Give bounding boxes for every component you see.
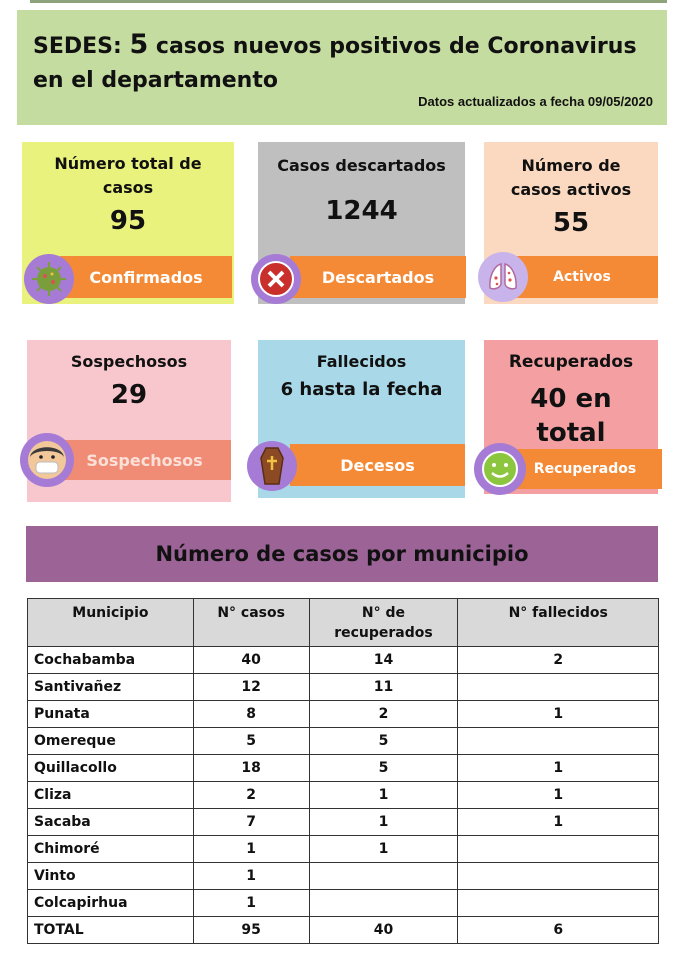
virus-icon (24, 254, 74, 304)
card-descartados-label: Casos descartados (277, 156, 446, 175)
card-sospechosos-label: Sospechosos (70, 352, 188, 371)
bar-activos: Activos (506, 256, 658, 298)
card-recuperados-value2: total (536, 418, 606, 448)
cell-fallecidos: 6 (458, 917, 659, 944)
x-icon (251, 254, 301, 304)
cell-municipio: Punata (28, 701, 194, 728)
page-title (33, 28, 651, 98)
table-header-row (28, 599, 659, 647)
table-row (28, 728, 659, 755)
bar-decesos: Decesos (290, 444, 465, 486)
cell-recuperados: 5 (309, 728, 458, 755)
cell-municipio: Vinto (28, 863, 194, 890)
cell-fallecidos: 1 (458, 809, 659, 836)
cell-fallecidos (458, 674, 659, 701)
cell-recuperados (309, 863, 458, 890)
col-recuperados: N° de recuperados (309, 599, 458, 647)
cell-municipio: Colcapirhua (28, 890, 194, 917)
card-total-label2: casos (102, 178, 154, 197)
cell-recuperados (309, 890, 458, 917)
table-row (28, 809, 659, 836)
cell-recuperados: 5 (309, 755, 458, 782)
coffin-icon (247, 441, 297, 491)
cell-casos: 2 (193, 782, 309, 809)
table-row (28, 701, 659, 728)
update-date: Datos actualizados a fecha 09/05/2020 (418, 94, 653, 109)
cell-municipio: Quillacollo (28, 755, 194, 782)
cell-fallecidos: 1 (458, 755, 659, 782)
card-activos-label2: casos activos (510, 180, 632, 199)
table-row (28, 674, 659, 701)
card-activos-label1: Número de (521, 156, 621, 175)
cell-casos: 1 (193, 863, 309, 890)
smiley-icon (474, 443, 526, 495)
cell-casos: 18 (193, 755, 309, 782)
title-prefix: SEDES: (33, 34, 130, 59)
title-line1: casos nuevos positivos de Coronavirus (148, 34, 637, 59)
masked-person-icon (20, 433, 74, 487)
table-row (28, 647, 659, 674)
cell-municipio: Santivañez (28, 674, 194, 701)
bar-recuperados: Recuperados (508, 449, 662, 489)
cell-recuperados: 2 (309, 701, 458, 728)
cell-fallecidos (458, 728, 659, 755)
section-title: Número de casos por municipio (26, 526, 658, 582)
card-fallecidos-label: Fallecidos (316, 352, 407, 371)
cell-municipio: Cochabamba (28, 647, 194, 674)
table-row (28, 917, 659, 944)
cell-fallecidos (458, 836, 659, 863)
cell-casos: 95 (193, 917, 309, 944)
cell-municipio: Omereque (28, 728, 194, 755)
municipality-table (27, 598, 659, 944)
cell-casos: 12 (193, 674, 309, 701)
card-recuperados-value1: 40 en (530, 384, 612, 414)
cell-recuperados: 40 (309, 917, 458, 944)
card-descartados-value: 1244 (325, 196, 398, 226)
title-number: 5 (129, 29, 149, 60)
cell-recuperados: 1 (309, 836, 458, 863)
table-body (28, 647, 659, 944)
cell-casos: 40 (193, 647, 309, 674)
col-municipio: Municipio (28, 599, 194, 647)
cell-recuperados: 14 (309, 647, 458, 674)
top-rule (30, 0, 667, 3)
title-line2: en el departamento (33, 68, 278, 93)
cell-casos: 8 (193, 701, 309, 728)
card-total-value: 95 (109, 206, 147, 236)
cell-fallecidos: 2 (458, 647, 659, 674)
cell-municipio: Cliza (28, 782, 194, 809)
cell-recuperados: 11 (309, 674, 458, 701)
table-row (28, 836, 659, 863)
table-row (28, 755, 659, 782)
cell-recuperados: 1 (309, 782, 458, 809)
cell-municipio: Chimoré (28, 836, 194, 863)
header-banner (17, 10, 667, 125)
cell-casos: 1 (193, 890, 309, 917)
table-row (28, 782, 659, 809)
card-fallecidos-value: 6 hasta la fecha (280, 379, 443, 400)
bar-sospechosos: Sospechosos (58, 440, 231, 480)
cell-fallecidos: 1 (458, 701, 659, 728)
cell-fallecidos (458, 863, 659, 890)
bar-descartados: Descartados (290, 256, 466, 298)
lungs-icon (478, 252, 528, 302)
table-row (28, 863, 659, 890)
cell-fallecidos: 1 (458, 782, 659, 809)
cell-casos: 7 (193, 809, 309, 836)
cell-municipio: TOTAL (28, 917, 194, 944)
card-recuperados-label: Recuperados (508, 352, 634, 372)
bar-confirmados: Confirmados (60, 256, 232, 298)
cell-casos: 1 (193, 836, 309, 863)
card-sospechosos-value: 29 (110, 380, 148, 410)
col-fallecidos: N° fallecidos (458, 599, 659, 647)
col-casos: N° casos (193, 599, 309, 647)
table-row (28, 890, 659, 917)
cell-municipio: Sacaba (28, 809, 194, 836)
card-total-label1: Número total de (54, 154, 202, 173)
cell-fallecidos (458, 890, 659, 917)
cell-recuperados: 1 (309, 809, 458, 836)
cell-casos: 5 (193, 728, 309, 755)
card-activos-value: 55 (552, 208, 590, 238)
